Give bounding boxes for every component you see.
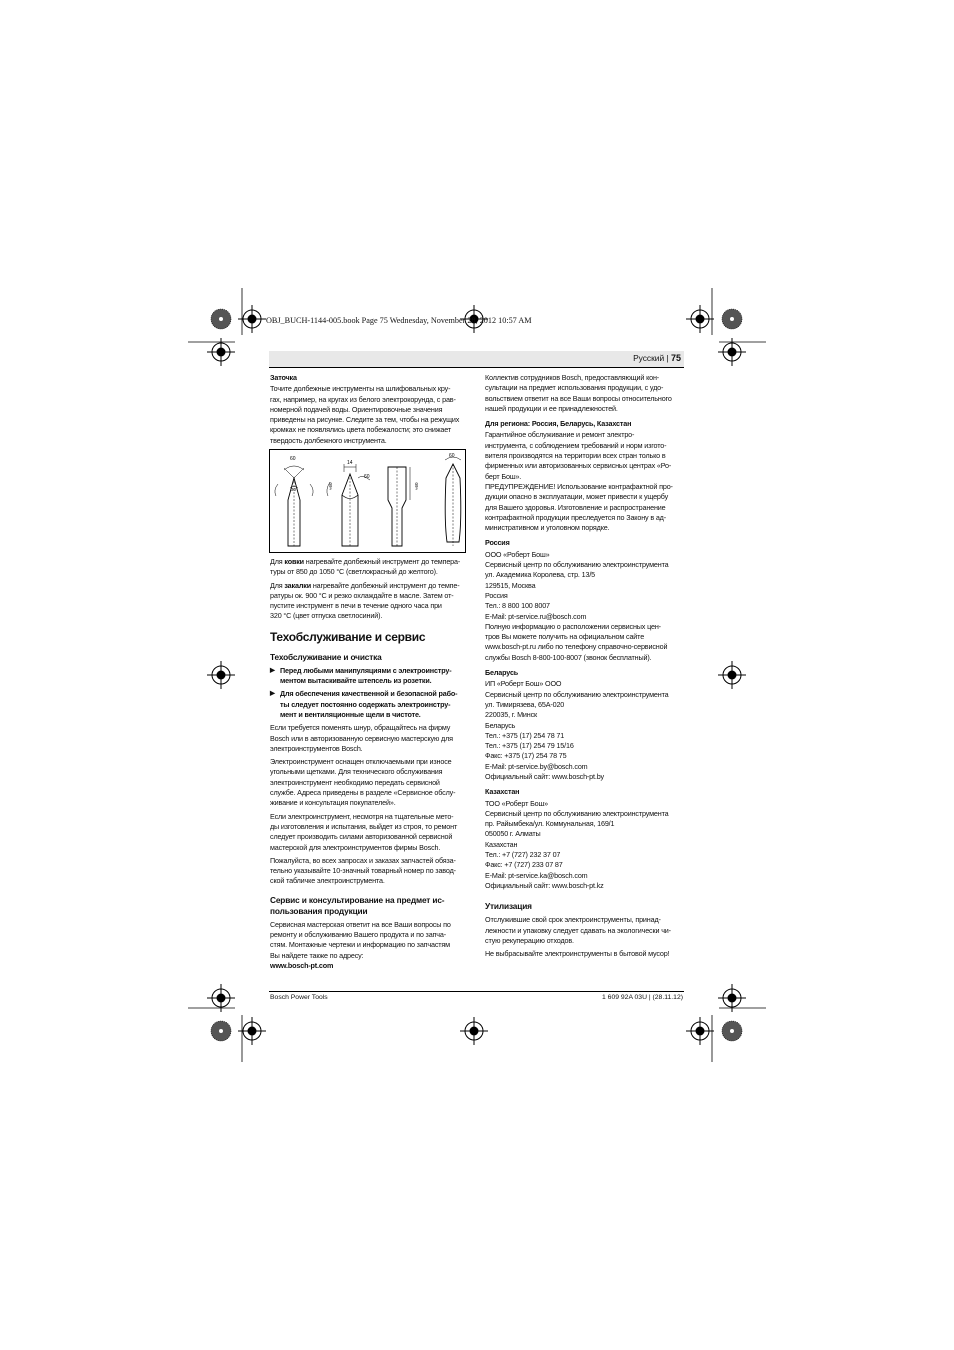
text-line: лежности и упаковку следует сдавать на экологически чи- — [485, 925, 671, 935]
sharpening-heading: Заточка — [270, 373, 297, 382]
text-line: нашей продукции и ее принадлежностей. — [485, 403, 618, 413]
text-line: Если требуется поменять шнур, обращайтесь на фирму — [270, 723, 451, 733]
text-line: Факс: +375 (17) 254 78 75 — [485, 751, 567, 761]
text-line: ремонту и обслуживанию Вашего продукта и по запча- — [270, 930, 446, 940]
header-rule — [269, 367, 684, 368]
region-heading: Для региона: Россия, Беларусь, Казахстан — [485, 419, 632, 429]
hardening-term: закалки — [284, 580, 311, 590]
text-line: Тел.: +375 (17) 254 78 71 — [485, 730, 565, 740]
text-line: ТОО «Роберт Бош» — [485, 798, 548, 808]
angle-label: 60 — [449, 453, 455, 459]
text-run: нагревайте долбежный инструмент до темпе- — [310, 580, 460, 590]
text-line: пустите инструмент в печи в течение одного часа при — [270, 601, 442, 611]
text-line: электроинструмент необходимо передать сервисной — [270, 777, 440, 787]
running-header — [269, 353, 681, 363]
text-line: Сервисный центр по обслуживанию электроинструмента — [485, 689, 669, 699]
forging-term: ковки — [284, 557, 304, 566]
angle-label: 60 — [290, 456, 296, 462]
text-line: E-Mail: pt-service.by@bosch.com — [485, 761, 588, 771]
left-column — [270, 373, 469, 449]
russia-contacts — [485, 550, 684, 663]
disposal-heading: Утилизация — [485, 901, 532, 912]
angle-label: 30 — [291, 487, 297, 492]
text-line: Официальный сайт: www.bosch-pt.kz — [485, 880, 604, 890]
footer-code: 1 609 92A 03U | (28.11.12) — [602, 994, 683, 1001]
text-line: министративном и уголовном порядке. — [485, 523, 610, 533]
text-line: контрафактной продукции преследуется по Закону в ад- — [485, 512, 666, 522]
text-line: Электроинструмент оснащен отключаемыми при износе — [270, 757, 452, 767]
text-line: Тел.: +375 (17) 254 79 15/16 — [485, 741, 574, 751]
text-line: ул. Академика Королева, стр. 13/5 — [485, 570, 596, 580]
consult-heading — [270, 895, 469, 917]
warranty-paragraph — [485, 430, 684, 533]
text-line: Официальный сайт: www.bosch-pt.by — [485, 771, 605, 781]
text-line: Тел.: 8 800 100 8007 — [485, 601, 550, 611]
text-line: стям. Монтажные чертежи и информацию по запчастям — [270, 940, 450, 950]
text-line: ментом вытаскивайте штепсель из розетки. — [280, 676, 432, 686]
text-line: Bosch или в авторизованную сервисную мастерскую для — [270, 733, 453, 743]
dimension-label: ≈60 — [328, 482, 333, 490]
belarus-contacts — [485, 679, 684, 782]
disposal-paragraph — [485, 915, 684, 946]
order-paragraph — [270, 856, 469, 887]
text-line: Сервисная мастерская ответит на все Ваши вопросы по — [270, 919, 451, 929]
page-number: 75 — [670, 353, 681, 363]
bullet-clean — [270, 689, 469, 720]
sharpening-paragraph — [270, 384, 469, 446]
text-line: следует производить силами авторизованной сервисной — [270, 832, 453, 842]
text-line: ты следует постоянно содержать электроинстру- — [280, 699, 451, 709]
text-line: вителя производятся на территории всех стран только в — [485, 451, 666, 461]
text-run: Для — [270, 580, 285, 590]
triangle-bullet-icon: ▶ — [270, 690, 275, 698]
text-line: ПРЕДУПРЕЖДЕНИЕ! Использование контрафактной про- — [485, 481, 673, 491]
service-heading: Техобслуживание и сервис — [270, 629, 426, 644]
text-line: Россия — [485, 590, 508, 600]
text-line: Факс: +7 (727) 233 07 87 — [485, 860, 563, 870]
text-line: Пожалуйста, во всех запросах и заказах запчастей обяза- — [270, 855, 456, 865]
text-line: ул. Тимирязева, 65А-020 — [485, 699, 565, 709]
text-line: Для обеспечения качественной и безопасной рабо- — [280, 689, 458, 699]
cord-paragraph — [270, 723, 469, 754]
text-line: мастерской для электроинструментов фирмы Bosch. — [270, 842, 441, 852]
text-line: Отслужившие свой срок электроинструменты, принад- — [485, 915, 661, 925]
kazakhstan-contacts — [485, 799, 684, 892]
text-line: номерной подачей воды. Ориентировочные значения — [270, 404, 443, 414]
text-line: дукции опасно в эксплуатации, может привести к ущербу — [485, 492, 669, 502]
text-line: гах, например, на кругах из белого электрокорунда, с рав- — [270, 394, 456, 404]
text-line: пр. Райымбека/ул. Коммунальная, 169/1 — [485, 819, 615, 829]
print-slug: OBJ_BUCH-1144-005.book Page 75 Wednesday, November 28, 2012 10:57 AM — [266, 316, 532, 325]
text-line: E-Mail: pt-service.ru@bosch.com — [485, 611, 587, 621]
chisel-angles-figure — [269, 449, 466, 553]
text-line: www.bosch-pt.ru либо по телефону справочно-сервисной — [485, 642, 668, 652]
disposal-note: Не выбрасывайте электроинструменты в бытовой мусор! — [485, 949, 670, 959]
text-line: ратуры ок. 900 °C и резко охлаждайте в масле. Затем от- — [270, 590, 454, 600]
belarus-heading: Беларусь — [485, 668, 519, 678]
point-bit — [445, 457, 461, 546]
bosch-url-link[interactable]: www.bosch-pt.com — [270, 960, 334, 970]
text-line: тров Вы можете получить на официальном сайте — [485, 632, 645, 642]
right-column — [485, 373, 684, 962]
text-line: ИП «Роберт Бош» ООО — [485, 679, 562, 689]
text-line: ской табличке электроинструмента. — [270, 876, 385, 886]
intro-paragraph — [485, 373, 684, 414]
text-line: приведены на рисунке. Следите за тем, чтобы на режущих — [270, 415, 460, 425]
footer-brand: Bosch Power Tools — [270, 994, 328, 1001]
text-line: Беларусь — [485, 720, 516, 730]
text-line: стую рекуперацию отходов. — [485, 935, 574, 945]
bullet-unplug — [270, 666, 469, 687]
text-line: 129515, Москва — [485, 580, 536, 590]
russia-heading: Россия — [485, 538, 510, 548]
consult-paragraph — [270, 920, 469, 971]
chisel-drawing — [270, 450, 465, 552]
text-line: Сервисный центр по обслуживанию электроинструмента — [485, 560, 669, 570]
text-line: пользования продукции — [270, 905, 368, 916]
text-line: ды изготовления и испытания, выйдет из строя, то ремонт — [270, 821, 458, 831]
text-line: мент и вентиляционные щели в чистоте. — [280, 709, 421, 719]
text-line: тельно указывайте 10-значный товарный номер по завод- — [270, 866, 456, 876]
text-line: Сервисный центр по обслуживанию электроинструмента — [485, 808, 669, 818]
dimension-label: ≈60 — [414, 482, 419, 490]
text-line: службе. Адреса приведены в разделе «Сервисное обслу- — [270, 788, 456, 798]
text-line: туры от 850 до 1050 °C (светлокрасный до желтого). — [270, 567, 438, 577]
footer-rule — [269, 991, 684, 992]
text-line: Сервис и консультирование на предмет ис- — [270, 894, 445, 905]
kazakhstan-heading: Казахстан — [485, 787, 520, 797]
repair-paragraph — [270, 812, 469, 853]
pointed-chisel — [275, 466, 313, 546]
header-separator: | — [666, 353, 669, 363]
text-line: кромках не появлялись цвета побежалости; это снижает — [270, 425, 451, 435]
text-line: Вы найдете также по адресу: — [270, 950, 364, 960]
header-language: Русский — [633, 353, 665, 363]
text-line: для Вашего здоровья. Изготовление и распространение — [485, 502, 666, 512]
text-line: 220035, г. Минск — [485, 710, 538, 720]
text-line: инструмента, с соблюдением требований и норм изгото- — [485, 440, 667, 450]
text-line: Казахстан — [485, 839, 518, 849]
text-line: E-Mail: pt-service.ka@bosch.com — [485, 870, 588, 880]
text-line: угольными щетками. Для технического обслуживания — [270, 767, 443, 777]
brushes-paragraph — [270, 757, 469, 808]
text-line: сультации на предмет использования продукции, с удо- — [485, 383, 664, 393]
text-line: Точите долбежные инструменты на шлифовальных кру- — [270, 384, 451, 394]
hardening-paragraph — [270, 581, 469, 622]
text-line: фирменных или авторизованных сервисных центрах «Ро- — [485, 461, 672, 471]
angle-label: 60 — [364, 474, 370, 480]
forging-paragraph — [270, 557, 469, 578]
width-label: 14 — [347, 460, 353, 466]
text-line: 050050 г. Алматы — [485, 829, 541, 839]
text-line: электроинструментов Bosch. — [270, 743, 363, 753]
text-line: твердость долбежного инструмента. — [270, 435, 387, 445]
text-line: Тел.: +7 (727) 232 37 07 — [485, 850, 561, 860]
left-column-continued — [270, 557, 469, 974]
spade-chisel — [388, 467, 410, 546]
text-line: Полную информацию о расположении сервисных цен- — [485, 621, 661, 631]
text-line: 320 °C (цвет отпуска светлосиний). — [270, 611, 383, 621]
text-run: нагревайте долбежный инструмент до темпера- — [303, 557, 461, 566]
text-line: вольствием ответит на все Ваши вопросы относительного — [485, 393, 672, 403]
triangle-bullet-icon: ▶ — [270, 666, 275, 674]
text-line: Если электроинструмент, несмотря на тщательные мето- — [270, 811, 454, 821]
text-line: берт Бош». — [485, 471, 522, 481]
maintenance-heading: Техобслуживание и очистка — [270, 651, 382, 662]
text-line: Гарантийное обслуживание и ремонт электро- — [485, 430, 635, 440]
text-run: Для — [270, 557, 285, 566]
text-line: службы Bosch 8-800-100-8007 (звонок бесплатный). — [485, 652, 652, 662]
text-line: Перед любыми манипуляциями с электроинстру- — [280, 665, 452, 675]
text-line: живание и консультация покупателей». — [270, 798, 396, 808]
text-line: ООО «Роберт Бош» — [485, 549, 550, 559]
text-line: Коллектив сотрудников Bosch, предоставляющий кон- — [485, 373, 660, 382]
